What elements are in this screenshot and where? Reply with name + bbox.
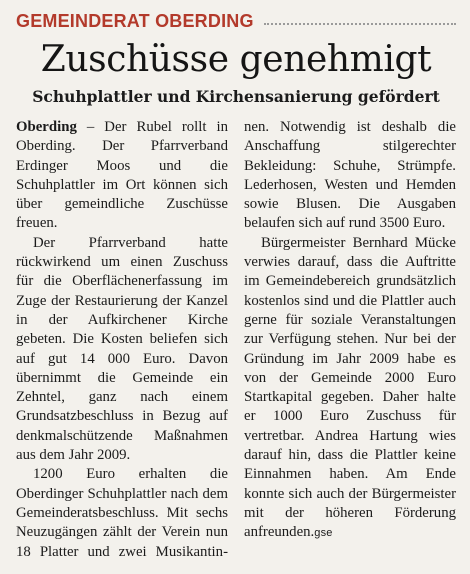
paragraph-buergermeister [244, 234, 456, 544]
column-left [16, 118, 228, 562]
paragraph-bekleidung: nen. Notwendig ist deshalb die Anschaffung stilgerechter Bekleidung: Schuhe, Strümpfe. Lederhosen, Westen und Hemden sowie Blusen. Die Ausgaben belaufen sich auf rund 3500 Euro. [244, 119, 456, 232]
dateline: Oberding [16, 119, 77, 135]
newspaper-article [16, 8, 456, 562]
author-initials: gse [314, 527, 333, 540]
dotted-rule [264, 23, 456, 25]
subheadline: Schuhplattler und Kirchensanierung gefördert [32, 87, 440, 106]
headline: Zuschüsse genehmigt [40, 39, 432, 80]
section-kicker: GEMEINDERAT OBERDING [16, 10, 254, 31]
paragraph-intro-text: – Der Rubel rollt in Oberding. Der Pfarrverband Erdinger Moos und die Schuhplattler im Ort können sich über gemeindliche Zuschüsse freuen. [16, 119, 228, 232]
kicker-row [16, 8, 456, 34]
paragraph-buergermeister-text: Bürgermeister Bernhard Mücke verwies darauf, dass die Auftritte im Gemeindebereich grundsätzlich kostenlos sind und die Plattler auch gerne für soziale Veranstaltungen zur Verfügung stehen. Nur bei der Gründung im Jahr 2009 habe es von der Gemeinde 2000 Euro Startkapital gegeben. Daher halte er 1000 Euro Zuschuss für vertretbar. Andrea Hartung wies darauf hin, dass die Plattler keine Einnahmen haben. Am Ende konnte sich auch der Bürgermeister mit der höheren Förderung anfreunden. [244, 234, 456, 541]
column-right [244, 118, 456, 562]
paragraph-schuhplattler: 1200 Euro erhalten die Oberdinger Schuhplattler nach dem Gemeinderatsbeschluss. Mit sechs Neuzugängen zählt der Verein nun 18 Platter und zwei Musikantin- [16, 466, 228, 560]
article-body [16, 118, 456, 562]
paragraph-pfarrverband: Der Pfarrverband hatte rückwirkend um einen Zuschuss für die Oberflächenerfassung im Zuge der Restaurierung der Kanzel in der Aufkirchener Kirche gebeten. Die Kosten beliefen sich auf gut 14 000 Euro. Davon übernimmt die Gemeinde ein Zehntel, ganz nach einem Grundsatzbeschluss in Bezug auf denkmalschützende Maßnahmen aus dem Jahr 2009. [16, 234, 228, 464]
paragraph-intro [16, 118, 228, 234]
